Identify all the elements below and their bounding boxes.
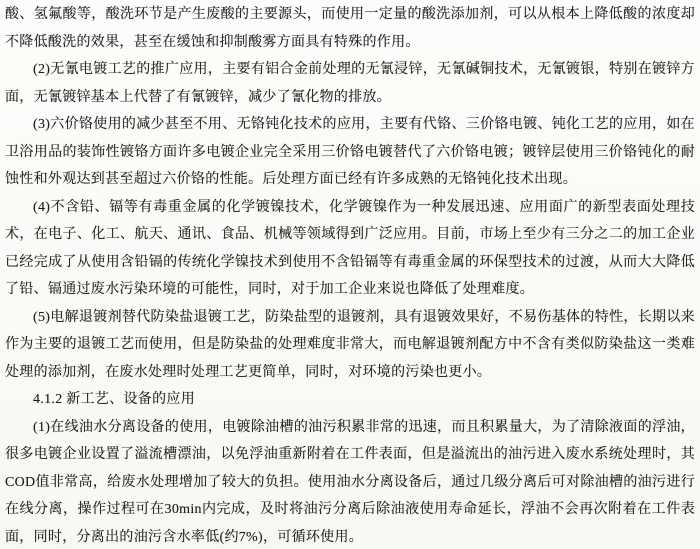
paragraph-6-oil-water-separation: (1)在线油水分离设备的使用，电镀除油槽的油污积累非常的迅速，而且积累量大，为了清除液面的浮油，很多电镀企业设置了溢流槽漂油，以免浮油重新附着在工件表面，但是溢流出的油污进入废水系统处理时，其COD值非常高，给废水处理增加了较大的负担。使用油水分离设备后，通过几级分离后可对除油槽的油污进行在线分离，操作过程可在30min内完成，及时将油污分离后除油液使用寿命延长，浮油不会再次附着在工件表面，同时，分离出的油污含水率低(约7%)，可循环使用。 (5, 419, 695, 545)
paragraph-2-cyanide-free-plating: (2)无氰电镀工艺的推广应用，主要有铝合金前处理的无氰浸锌，无氰碱铜技术，无氰镀银，特别在镀锌方面，无氰镀锌基本上代替了有氰镀锌，减少了氰化物的排放。 (5, 62, 695, 105)
paragraph-5-electrolytic-stripping: (5)电解退镀剂替代防染盐退镀工艺，防染盐型的退镀剂，具有退镀效果好，不易伤基体的特性，长期以来作为主要的退镀工艺而使用，但是防染盐的处理难度非常大，而电解退镀剂配方中不含有类似防染盐这一类难处理的添加剂，在废水处理时处理工艺更简单，同时，对环境的污染也更小。 (5, 309, 695, 380)
paragraph-continuation-acid-washing: 酸、氢氟酸等，酸洗环节是产生废酸的主要源头，而使用一定量的酸洗添加剂，可以从根本上降低酸的浓度却不降低酸洗的效果，甚至在缓蚀和抑制酸雾方面具有特殊的作用。 (5, 7, 695, 50)
paragraph-4-lead-cadmium-free-nickel: (4)不含铅、镉等有毒重金属的化学镀镍技术，化学镀镍作为一种发展迅速、应用面广的新型表面处理技术，在电子、化工、航天、通讯、食品、机械等领域得到广泛应用。目前，市场上至少有三分之二的加工企业已经完成了从使用含铅镉的传统化学镍技术到使用不含铅镉等有毒重金属的环保型技术的过渡，从而大大降低了铅、镉通过废水污染环境的可能性，同时，对于加工企业来说也降低了处理难度。 (5, 199, 695, 297)
paragraph-3-hexavalent-chromium: (3)六价铬使用的减少甚至不用、无铬钝化技术的应用，主要有代铬、三价铬电镀、钝化工艺的应用，如在卫浴用品的装饰性镀铬方面许多电镀企业完全采用三价铬电镀替代了六价铬电镀；镀锌层使用三价铬钝化的耐蚀性和外观达到甚至超过六价铬的性能。后处理方面已经有许多成熟的无铬钝化技术出现。 (5, 117, 695, 187)
section-heading-4-1-2: 4.1.2 新工艺、设备的应用 (33, 392, 195, 407)
